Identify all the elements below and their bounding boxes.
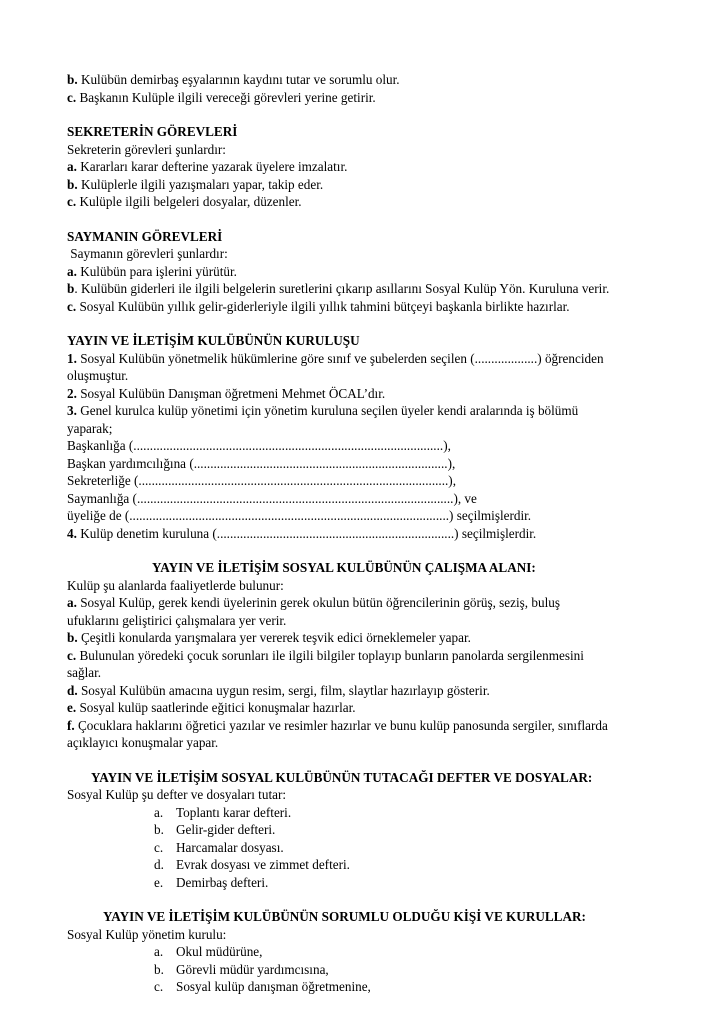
top-item-b: b. Kulübün demirbaş eşyalarının kaydını tutar ve sorumlu olur. <box>67 72 400 87</box>
work-area-item-b: b. Çeşitli konularda yarışmalara yer vererek teşvik edici örneklemeler yapar. <box>67 630 471 645</box>
work-area-item-f: f. Çocuklara haklarını öğretici yazılar ve resimler hazırlar ve bunu kulüp panosunda sergiler, sınıflarda <box>67 717 608 733</box>
treasurer-heading: SAYMANIN GÖREVLERİ <box>67 228 223 244</box>
founding-item-4: 4. Kulüp denetim kuruluna (........................................................................) seçilmişlerdir. <box>67 525 537 541</box>
top-item-c: c. Başkanın Kulüple ilgili vereceği görevleri yerine getirir. <box>67 89 376 105</box>
work-area-item-f-cont: açıklayıcı konuşmalar yapar. <box>67 735 219 750</box>
work-area-heading: YAYIN VE İLETİŞİM SOSYAL KULÜBÜNÜN ÇALIŞMA ALANI: <box>152 560 536 575</box>
work-area-item-c: c. Bulunulan yöredeki çocuk sorunları ile ilgili bilgiler toplayıp bunların panolarda sergilenmesini <box>67 647 584 663</box>
founding-heading: YAYIN VE İLETİŞİM KULÜBÜNÜN KURULUŞU <box>67 333 360 348</box>
founding-item-3-cont: yaparak; <box>67 420 113 436</box>
responsible-heading: YAYIN VE İLETİŞİM KULÜBÜNÜN SORUMLU OLDUĞU KİŞİ VE KURULLAR: <box>103 909 586 924</box>
role-line: Başkanlığa (..............................................................................................), <box>67 438 451 453</box>
secretary-heading: SEKRETERİN GÖREVLERİ <box>67 124 238 139</box>
role-line: Sekreterliğe (..............................................................................................), <box>67 473 456 488</box>
treasurer-item: a. Kulübün para işlerini yürütür. <box>67 263 237 279</box>
document-page <box>67 71 687 996</box>
treasurer-item: c. Sosyal Kulübün yıllık gelir-giderleriyle ilgili yıllık tahmini bütçeyi başkanla birlikte hazırlar. <box>67 298 570 314</box>
responsible-item: c. Sosyal kulüp danışman öğretmenine, <box>154 979 371 994</box>
responsible-item: b. Görevli müdür yardımcısına, <box>154 961 329 977</box>
treasurer-intro: Saymanın görevleri şunlardır: <box>67 246 228 261</box>
secretary-item: a. Kararları karar defterine yazarak üyelere imzalatır. <box>67 159 348 174</box>
founding-item-1-cont: oluşmuştur. <box>67 368 129 383</box>
role-line: üyeliğe de (.................................................................................................) seçilmişlerdir. <box>67 508 532 523</box>
records-intro: Sosyal Kulüp şu defter ve dosyaları tutar: <box>67 787 287 802</box>
work-area-item-c-cont: sağlar. <box>67 665 102 680</box>
founding-item-3: 3. Genel kurulca kulüp yönetimi için yönetim kuruluna seçilen üyeler kendi aralarında iş bölümü <box>67 403 579 418</box>
responsible-item: a. Okul müdürüne, <box>154 944 263 959</box>
secretary-item: b. Kulüplerle ilgili yazışmaları yapar, takip eder. <box>67 176 324 192</box>
work-area-item-a: a. Sosyal Kulüp, gerek kendi üyelerinin gerek okulun bütün öğrencilerinin görüş, seziş, buluş <box>67 595 560 610</box>
founding-item-1: 1. Sosyal Kulübün yönetmelik hükümlerine göre sınıf ve şubelerden seçilen (...................) öğrenciden <box>67 350 604 366</box>
work-area-intro: Kulüp şu alanlarda faaliyetlerde bulunur: <box>67 577 284 593</box>
secretary-intro: Sekreterin görevleri şunlardır: <box>67 141 226 157</box>
founding-item-2: 2. Sosyal Kulübün Danışman öğretmeni Mehmet ÖCAL’dır. <box>67 385 386 401</box>
records-heading: YAYIN VE İLETİŞİM SOSYAL KULÜBÜNÜN TUTACAĞI DEFTER VE DOSYALAR: <box>91 769 593 785</box>
records-item: d. Evrak dosyası ve zimmet defteri. <box>154 857 350 872</box>
work-area-item-a-cont: ufuklarını geliştirici çalışmalara yer verir. <box>67 612 287 628</box>
records-item: e. Demirbaş defteri. <box>154 874 269 890</box>
role-line: Saymanlığa (................................................................................................), ve <box>67 490 477 506</box>
role-line: Başkan yardımcılığına (.............................................................................), <box>67 455 456 471</box>
records-item: a. Toplantı karar defteri. <box>154 804 292 820</box>
records-item: b. Gelir-gider defteri. <box>154 822 276 837</box>
records-item: c. Harcamalar dosyası. <box>154 839 284 855</box>
treasurer-item: b. Kulübün giderleri ile ilgili belgelerin suretlerini çıkarıp asıllarını Sosyal Kulüp Yön. Kuruluna verir. <box>67 281 610 296</box>
work-area-item-d: d. Sosyal Kulübün amacına uygun resim, sergi, film, slaytlar hazırlayıp gösterir. <box>67 682 490 698</box>
secretary-item: c. Kulüple ilgili belgeleri dosyalar, düzenler. <box>67 194 302 209</box>
work-area-item-e: e. Sosyal kulüp saatlerinde eğitici konuşmalar hazırlar. <box>67 700 356 715</box>
responsible-intro: Sosyal Kulüp yönetim kurulu: <box>67 926 227 942</box>
